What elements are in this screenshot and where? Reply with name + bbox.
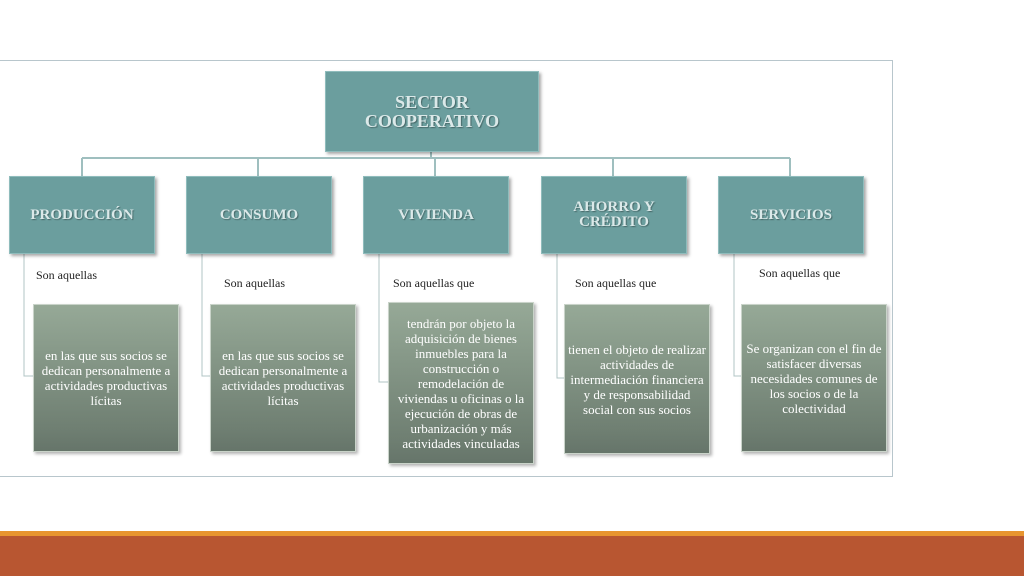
category-consumo xyxy=(186,176,332,254)
category-title: PRODUCCIÓN xyxy=(30,206,134,223)
category-title: SERVICIOS xyxy=(749,206,832,223)
description-ahorro xyxy=(564,304,710,454)
description-text: en las que sus socios se dedican personalmente a actividades productivas lícitas xyxy=(41,348,171,408)
description-vivienda xyxy=(388,302,534,464)
category-produccion xyxy=(9,176,155,254)
category-servicios xyxy=(718,176,864,254)
connector-label-produccion: Son aquellas xyxy=(36,268,97,282)
accent-bar xyxy=(0,536,1024,576)
description-servicios xyxy=(741,304,887,452)
description-text: tendrán por objeto la adquisición de bienes inmuebles para la construcción o remodelación de viviendas u oficinas o la ejecución de obras de urbanización y más actividades vinculadas xyxy=(397,315,525,451)
description-text: en las que sus socios se dedican personalmente a actividades productivas lícitas xyxy=(218,348,348,408)
connector-label-servicios: Son aquellas que xyxy=(759,266,841,280)
category-title: AHORRO Y CRÉDITO xyxy=(573,199,655,230)
root-label: SECTOR COOPERATIVO xyxy=(364,91,500,131)
connector-label-ahorro: Son aquellas que xyxy=(575,276,657,290)
category-ahorro-credito xyxy=(541,176,687,254)
category-title: VIVIENDA xyxy=(398,206,474,223)
connector-label-consumo: Son aquellas xyxy=(224,276,285,290)
description-text: Se organizan con el fin de satisfacer diversas necesidades comunes de los socios o de la colectividad xyxy=(746,340,882,416)
description-text: tienen el objeto de realizar actividades de intermediación financiera y de responsabilidad social con sus socios xyxy=(568,341,706,417)
description-produccion xyxy=(33,304,179,452)
connector-label-vivienda: Son aquellas que xyxy=(393,276,475,290)
root-node xyxy=(325,71,539,152)
category-vivienda xyxy=(363,176,509,254)
category-title: CONSUMO xyxy=(219,206,299,223)
description-consumo xyxy=(210,304,356,452)
